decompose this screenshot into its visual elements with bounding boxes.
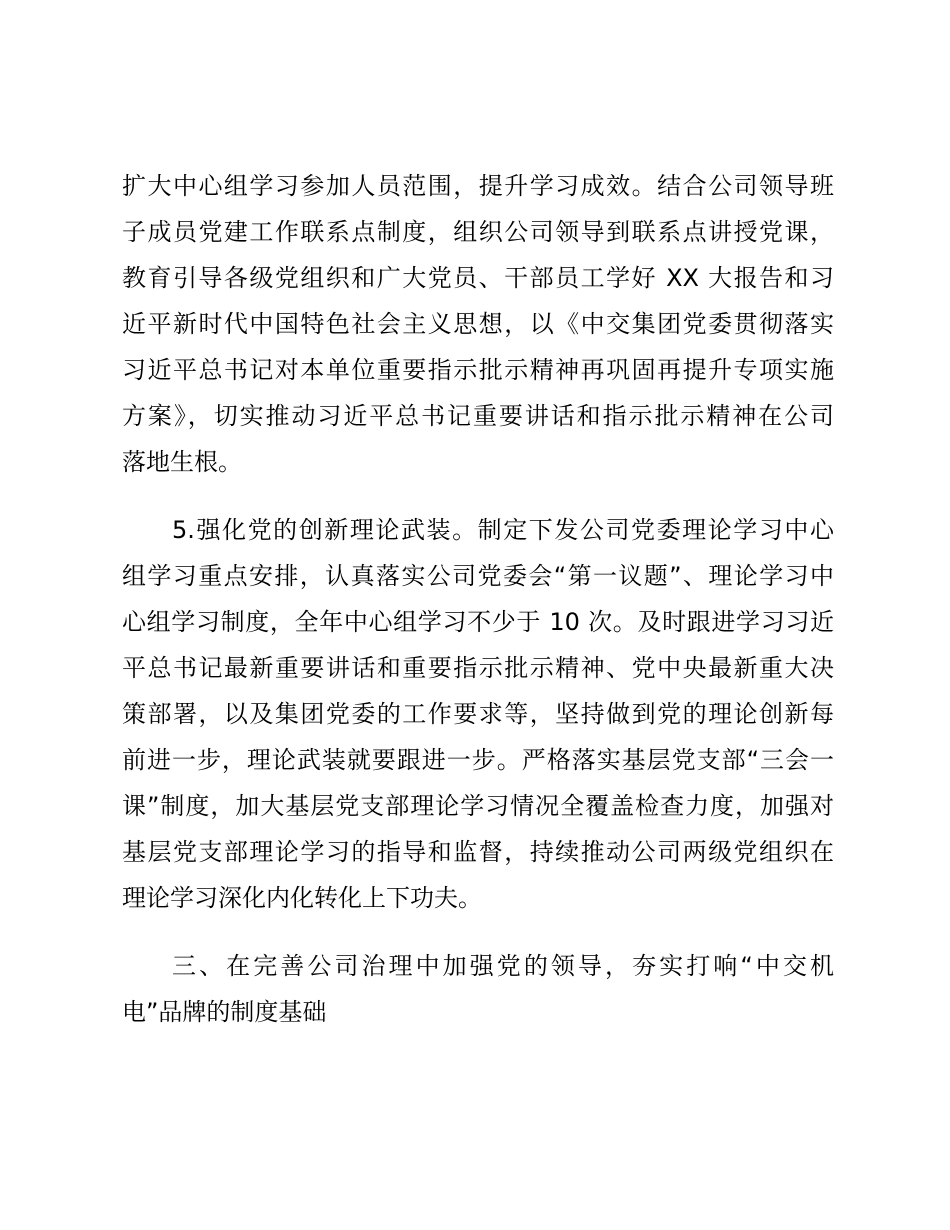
paragraph-line: 教育引导各级党组织和广大党员、干部员工学好 XX 大报告和习 <box>122 264 834 292</box>
heading-line: 三、在完善公司治理中加强党的领导，夯实打响“中交机 <box>172 952 834 980</box>
paragraph-line: 5.强化党的创新理论武装。制定下发公司党委理论学习中心 <box>172 516 834 544</box>
paragraph-line: 习近平总书记对本单位重要指示批示精神再巩固再提升专项实施 <box>122 356 834 384</box>
paragraph-line: 扩大中心组学习参加人员范围，提升学习成效。结合公司领导班 <box>122 172 834 200</box>
paragraph-line: 落地生根。 <box>122 448 242 476</box>
paragraph-line: 方案》，切实推动习近平总书记重要讲话和指示批示精神在公司 <box>122 402 834 430</box>
paragraph-line: 组学习重点安排，认真落实公司党委会“第一议题”、理论学习中 <box>122 562 834 590</box>
paragraph-line: 近平新时代中国特色社会主义思想，以《中交集团党委贯彻落实 <box>122 310 834 338</box>
paragraph-line: 前进一步，理论武装就要跟进一步。严格落实基层党支部“三会一 <box>122 746 834 774</box>
paragraph-line: 策部署，以及集团党委的工作要求等，坚持做到党的理论创新每 <box>122 700 834 728</box>
paragraph-line: 课”制度，加大基层党支部理论学习情况全覆盖检查力度，加强对 <box>122 792 834 820</box>
paragraph-line: 基层党支部理论学习的指导和监督，持续推动公司两级党组织在 <box>122 838 834 866</box>
paragraph-line: 理论学习深化内化转化上下功夫。 <box>122 884 482 912</box>
paragraph-line: 平总书记最新重要讲话和重要指示批示精神、党中央最新重大决 <box>122 654 834 682</box>
paragraph-line: 子成员党建工作联系点制度，组织公司领导到联系点讲授党课， <box>122 218 834 246</box>
heading-line: 电”品牌的制度基础 <box>122 998 327 1026</box>
paragraph-line: 心组学习制度，全年中心组学习不少于 10 次。及时跟进学习习近 <box>122 608 834 636</box>
